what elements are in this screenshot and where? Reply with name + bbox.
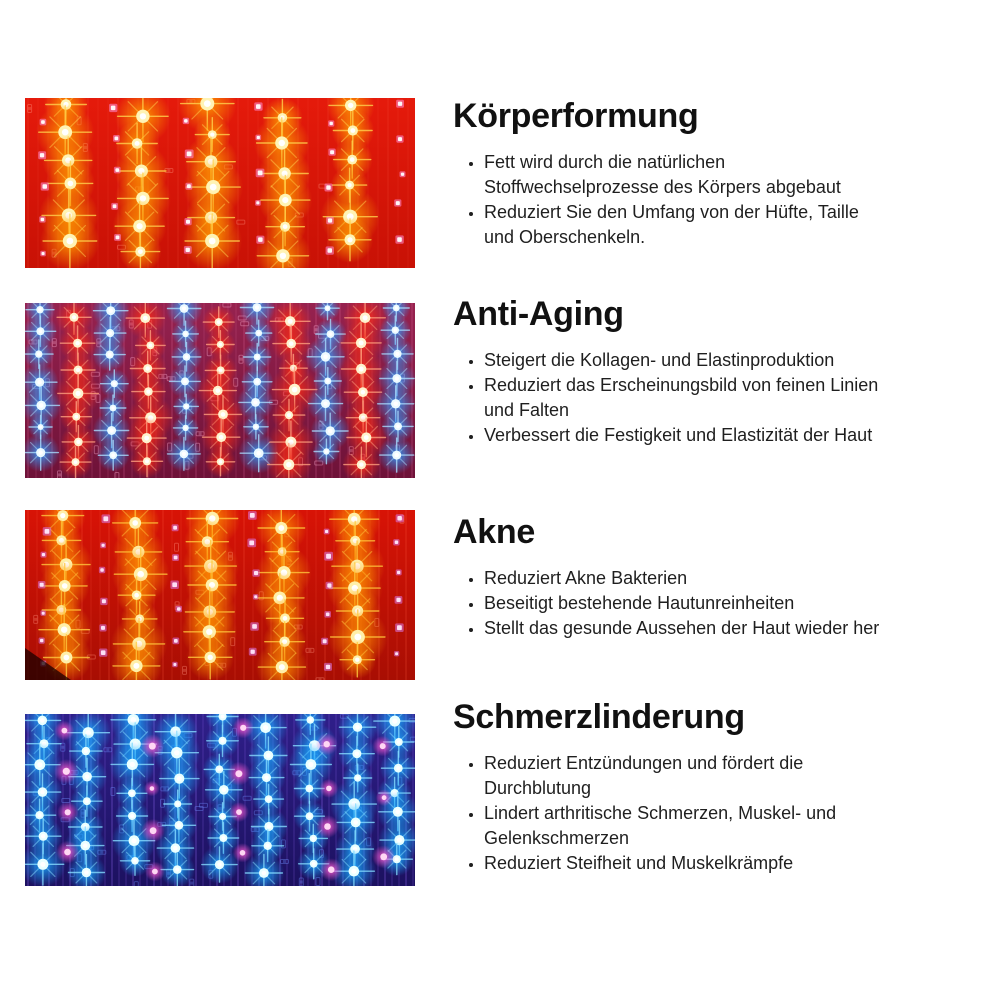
section-title: Schmerzlinderung (453, 698, 745, 736)
benefit-item: • Reduziert Entzündungen und fördert die Durchblutung (484, 751, 888, 801)
red-yellow-led-panel-image (25, 98, 415, 268)
benefit-item: • Verbessert die Festigkeit und Elastizität der Haut (484, 423, 888, 448)
benefit-item: • Lindert arthritische Schmerzen, Muskel- und Gelenkschmerzen (484, 801, 888, 851)
red-blue-led-pcb-image (25, 303, 415, 478)
section-text-schmerzlinderung (453, 697, 905, 876)
benefit-list (453, 751, 905, 876)
benefit-item: • Reduziert das Erscheinungsbild von feinen Linien und Falten (484, 373, 888, 423)
benefit-item: • Reduziert Steifheit und Muskelkrämpfe (484, 851, 888, 876)
section-text-anti-aging (453, 294, 905, 448)
section-text-koerperformung (453, 96, 905, 250)
benefit-item: • Stellt das gesunde Aussehen der Haut wieder her (484, 616, 888, 641)
benefit-list (453, 348, 905, 448)
blue-led-pcb-image (25, 714, 415, 886)
section-text-akne (453, 512, 905, 641)
benefit-item: • Steigert die Kollagen- und Elastinproduktion (484, 348, 888, 373)
section-title: Anti-Aging (453, 295, 624, 333)
benefit-list (453, 566, 905, 641)
benefit-item: • Beseitigt bestehende Hautunreinheiten (484, 591, 888, 616)
benefit-item: • Reduziert Sie den Umfang von der Hüfte, Taille und Oberschenkeln. (484, 200, 888, 250)
section-title: Körperformung (453, 97, 699, 135)
benefit-list (453, 150, 905, 250)
section-title: Akne (453, 513, 535, 551)
benefit-item: • Fett wird durch die natürlichen Stoffwechselprozesse des Körpers abgebaut (484, 150, 888, 200)
red-yellow-led-panel-image (25, 510, 415, 680)
benefit-item: • Reduziert Akne Bakterien (484, 566, 888, 591)
